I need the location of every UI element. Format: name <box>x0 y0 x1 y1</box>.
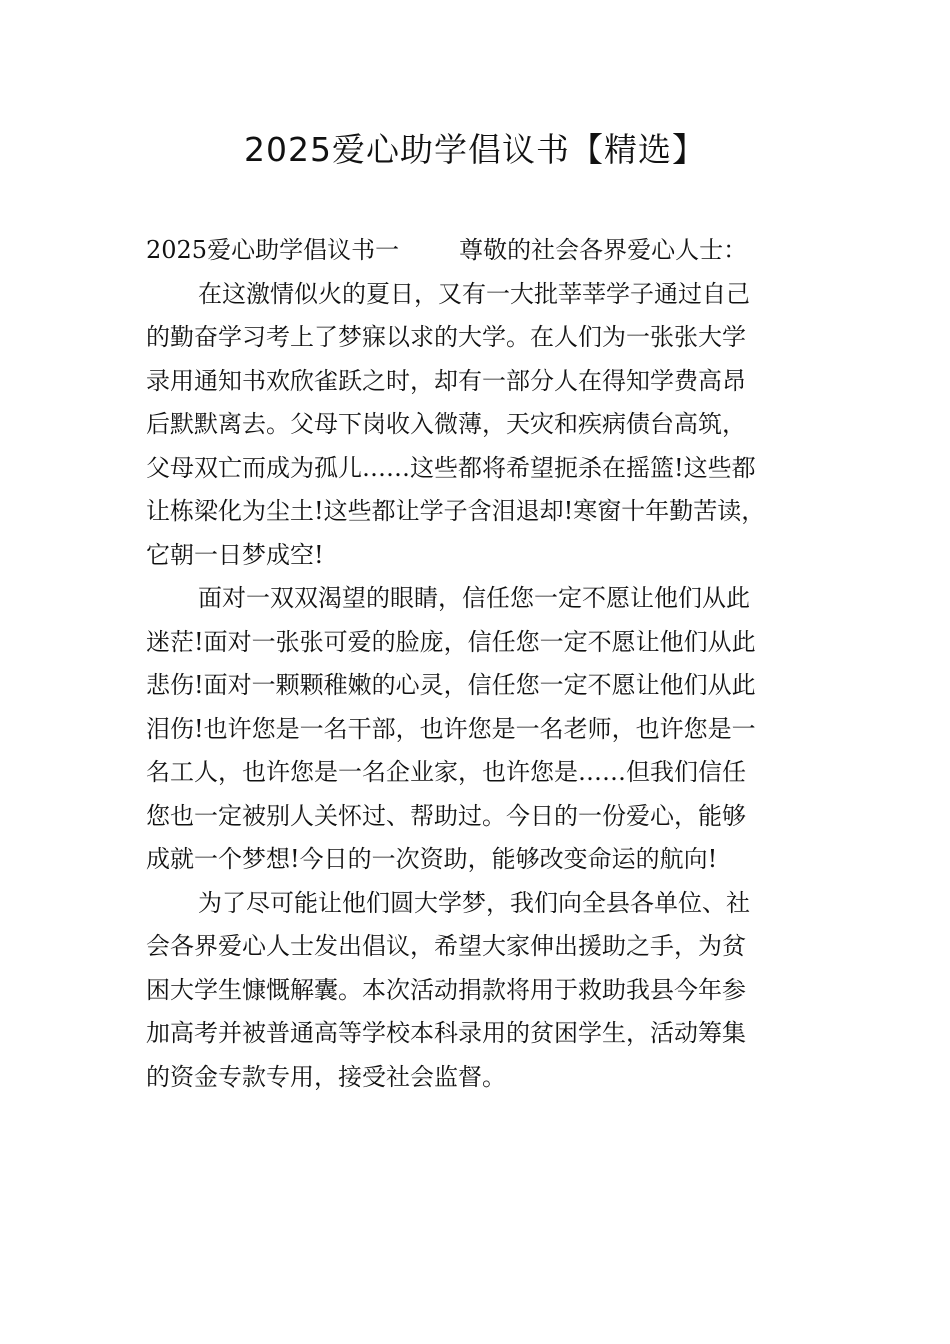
paragraph-line: 的资金专款专用，接受社会监督。 <box>146 1062 506 1091</box>
paragraph-line: 迷茫!面对一张张可爱的脸庞，信任您一定不愿让他们从此 <box>146 627 756 656</box>
paragraph-line: 您也一定被别人关怀过、帮助过。今日的一份爱心，能够 <box>146 801 746 830</box>
paragraph-1 <box>146 273 826 578</box>
paragraph-line: 困大学生慷慨解囊。本次活动捐款将用于救助我县今年参 <box>146 975 746 1004</box>
paragraph-line: 在这激情似火的夏日，又有一大批莘莘学子通过自己 <box>198 279 750 308</box>
document-body <box>146 229 826 1099</box>
paragraph-3 <box>146 882 826 1100</box>
intro-line <box>146 229 826 273</box>
paragraph-line: 加高考并被普通高等学校本科录用的贫困学生，活动筹集 <box>146 1019 746 1047</box>
document-title: 2025爱心助学倡议书【精选】 <box>244 130 706 169</box>
paragraph-line: 让栋梁化为尘土!这些都让学子含泪退却!寒窗十年勤苦读， <box>146 497 766 525</box>
intro-heading: 2025爱心助学倡议书一 <box>146 236 400 264</box>
paragraph-line: 成就一个梦想!今日的一次资助，能够改变命运的航向! <box>146 845 718 873</box>
paragraph-line: 面对一双双渴望的眼睛，信任您一定不愿让他们从此 <box>198 584 750 612</box>
paragraph-line: 的勤奋学习考上了梦寐以求的大学。在人们为一张张大学 <box>146 323 746 351</box>
paragraph-line: 悲伤!面对一颗颗稚嫩的心灵，信任您一定不愿让他们从此 <box>146 671 756 699</box>
paragraph-line: 父母双亡而成为孤儿……这些都将希望扼杀在摇篮!这些都 <box>146 453 756 482</box>
paragraph-line: 录用通知书欢欣雀跃之时，却有一部分人在得知学费高昂 <box>146 366 746 395</box>
paragraph-line: 它朝一日梦成空! <box>146 540 324 569</box>
paragraph-line: 为了尽可能让他们圆大学梦，我们向全县各单位、社 <box>198 888 750 917</box>
salutation: 尊敬的社会各界爱心人士： <box>459 236 748 264</box>
paragraph-line: 泪伤!也许您是一名干部，也许您是一名老师，也许您是一 <box>146 714 756 743</box>
paragraph-line: 名工人，也许您是一名企业家，也许您是……但我们信任 <box>146 758 746 786</box>
paragraph-2 <box>146 577 826 882</box>
paragraph-line: 会各界爱心人士发出倡议，希望大家伸出援助之手，为贫 <box>146 932 746 960</box>
paragraph-line: 后默默离去。父母下岗收入微薄，天灾和疾病债台高筑， <box>146 410 746 438</box>
